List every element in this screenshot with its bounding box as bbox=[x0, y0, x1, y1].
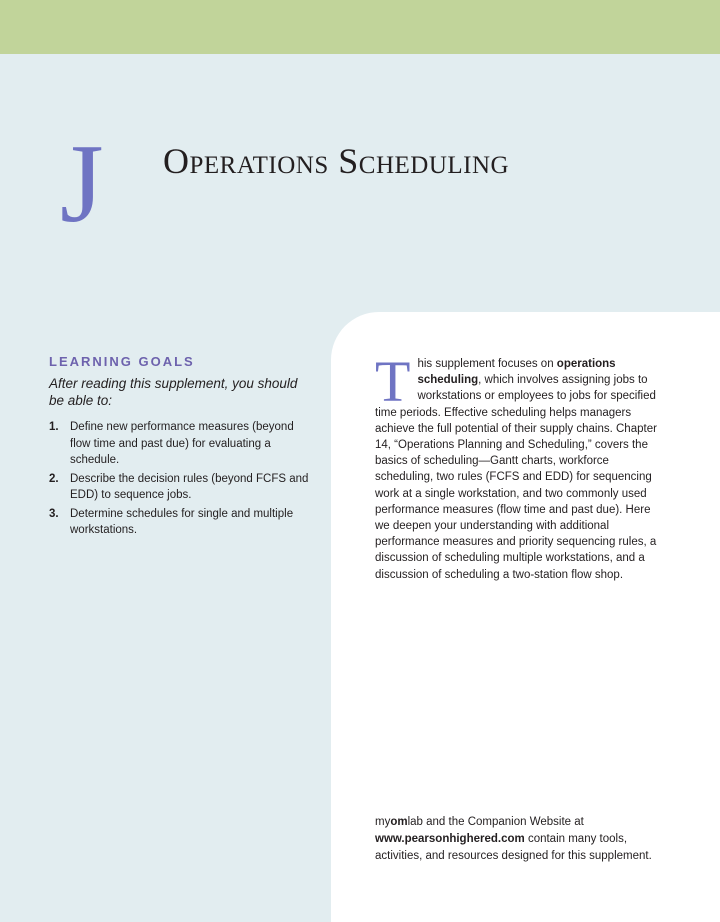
intro-term-scheduling: scheduling bbox=[417, 374, 479, 387]
intro-paragraph bbox=[375, 349, 663, 583]
learning-goal-item bbox=[49, 471, 311, 504]
website-link[interactable]: www.pearsonhighered.com bbox=[375, 833, 525, 845]
goal-number: 2. bbox=[49, 472, 59, 485]
resources-note bbox=[375, 814, 675, 865]
chapter-title bbox=[163, 140, 509, 182]
chapter-title-word-1-rest: perations bbox=[189, 141, 329, 181]
intro-lead: his supplement focuses on bbox=[417, 358, 557, 370]
learning-goals-intro: After reading this supplement, you should be able to: bbox=[49, 376, 298, 408]
learning-goals bbox=[49, 354, 311, 541]
goal-text: Define new performance measures (beyond flow time and past due) for evaluating a schedule. bbox=[70, 421, 294, 466]
intro-body: , which involves assigning jobs to workstations or employees to jobs for specified time periods. Effective scheduling helps managers achieve the full potential of their supply chains. Chapter 14, “Operations Planning and Scheduling,” covers the basics of scheduling—Gantt charts, workforce scheduling, two rules (FCFS and EDD) for sequencing work at a single workstation, and two commonly used performance measures (flow time and past due). Here we deepen your understanding with additional performance measures and priority sequencing rules, a discussion of scheduling multiple workstations, and a discussion of scheduling a two-station flow shop. bbox=[375, 374, 657, 581]
myomlab-om: om bbox=[390, 816, 408, 828]
learning-goals-heading: LEARNING GOALS bbox=[49, 354, 195, 369]
goal-number: 1. bbox=[49, 421, 59, 433]
chapter-title-word-2-cap: S bbox=[338, 141, 359, 181]
myomlab-text: lab and the Companion Website at bbox=[407, 816, 584, 828]
resources-rest: contain many tools, activities, and resources designed for this supplement. bbox=[375, 833, 652, 862]
chapter-title-word-1-cap: O bbox=[163, 141, 190, 181]
myomlab-my: my bbox=[375, 816, 391, 828]
intro-term-operations: operations bbox=[556, 358, 616, 370]
goal-number: 3. bbox=[49, 507, 59, 520]
goal-text: Determine schedules for single and multiple workstations. bbox=[70, 507, 294, 536]
chapter-title-word-2-rest: cheduling bbox=[358, 141, 510, 181]
goal-text: Describe the decision rules (beyond FCFS and EDD) to sequence jobs. bbox=[70, 472, 309, 501]
top-color-band bbox=[0, 0, 720, 54]
drop-cap: T bbox=[375, 349, 411, 414]
learning-goal-item bbox=[49, 506, 311, 539]
chapter-letter: J bbox=[60, 122, 104, 246]
learning-goal-item bbox=[49, 419, 311, 469]
